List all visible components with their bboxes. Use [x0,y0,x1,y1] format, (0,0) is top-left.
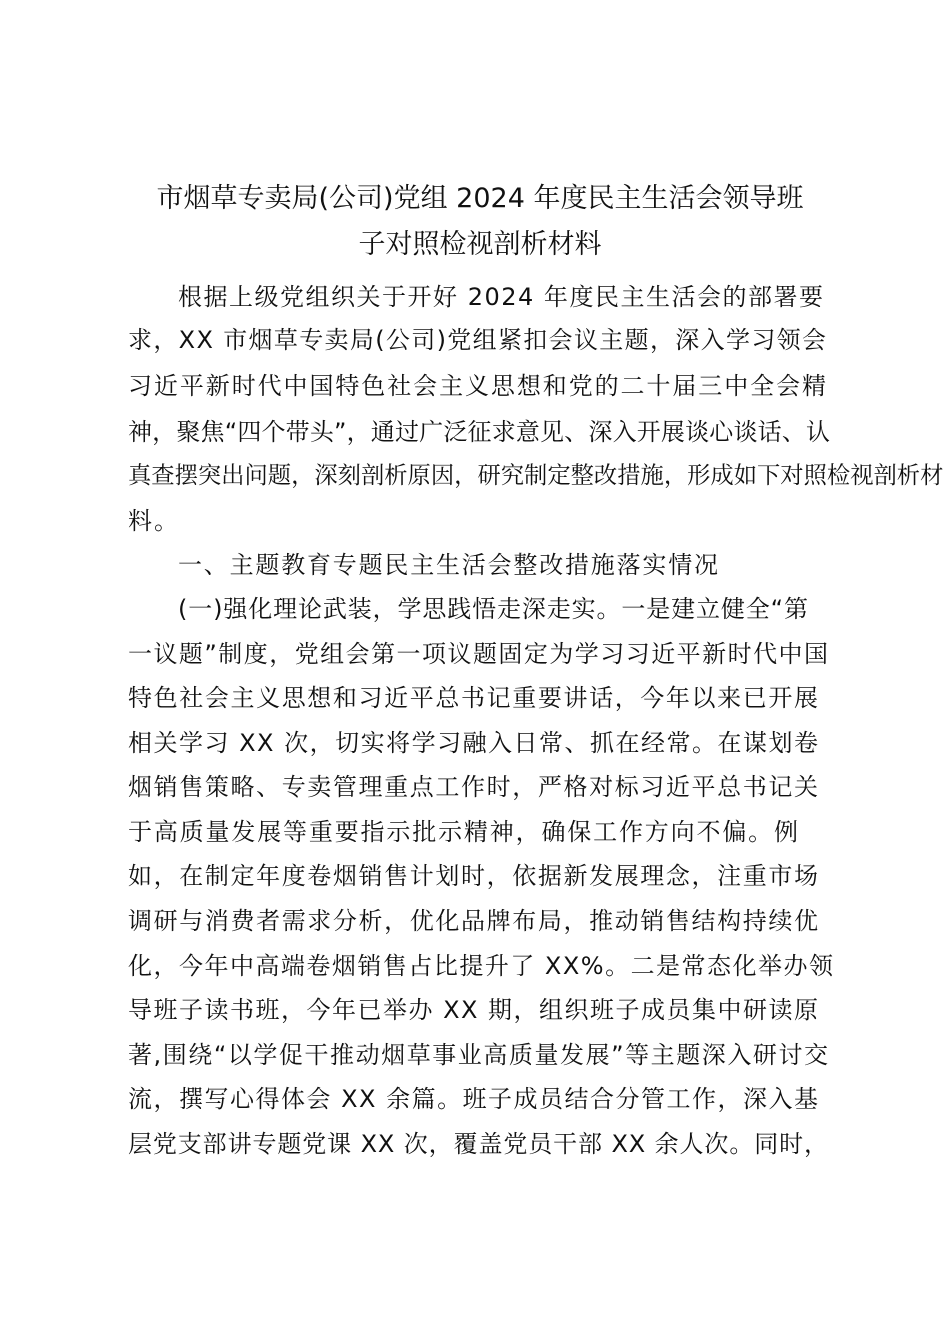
paragraph-line: 习近平新时代中国特色社会主义思想和党的二十届三中全会精 [128,372,828,400]
paragraph-line: 特色社会主义思想和习近平总书记重要讲话，今年以来已开展 [128,684,820,712]
paragraph-line: 神，聚焦“四个带头”，通过广泛征求意见、深入开展谈心谈话、认 [128,418,831,446]
paragraph-line: 相关学习 XX 次，切实将学习融入日常、抓在经常。在谋划卷 [128,729,820,757]
paragraph-line: 烟销售策略、专卖管理重点工作时，严格对标习近平总书记关 [128,773,820,801]
paragraph-line: 流，撰写心得体会 XX 余篇。班子成员结合分管工作，深入基 [128,1085,820,1113]
paragraph-line: 层党支部讲专题党课 XX 次，覆盖党员干部 XX 余人次。同时， [128,1130,829,1158]
paragraph-line: 导班子读书班，今年已举办 XX 期，组织班子成员集中研读原 [128,996,820,1024]
paragraph-line: 真查摆突出问题，深刻剖析原因，研究制定整改措施，形成如下对照检视剖析材 [128,462,944,489]
paragraph-line: 化，今年中高端卷烟销售占比提升了 XX%。二是常态化举办领 [128,952,835,980]
paragraph-line: 根据上级党组织关于开好 2024 年度民主生活会的部署要 [178,283,825,311]
paragraph-line: 求，XX 市烟草专卖局(公司)党组紧扣会议主题，深入学习领会 [128,326,828,354]
paragraph-line: 料。 [128,507,180,535]
paragraph-line: 调研与消费者需求分析，优化品牌布局，推动销售结构持续优 [128,907,820,935]
document-title-line-2: 子对照检视剖析材料 [358,229,602,260]
paragraph-line: 一议题”制度，党组会第一项议题固定为学习习近平新时代中国 [128,640,830,668]
section-heading: 一、主题教育专题民主生活会整改措施落实情况 [178,551,720,579]
paragraph-line: 著,围绕“以学促干推动烟草事业高质量发展”等主题深入研讨交 [128,1041,830,1069]
document-title-line-1: 市烟草专卖局(公司)党组 2024 年度民主生活会领导班 [156,183,804,214]
paragraph-line: 于高质量发展等重要指示批示精神，确保工作方向不偏。例 [128,818,800,846]
paragraph-line: (一)强化理论武装，学思践悟走深走实。一是建立健全“第 [178,595,809,623]
paragraph-line: 如，在制定年度卷烟销售计划时，依据新发展理念，注重市场 [128,862,820,890]
